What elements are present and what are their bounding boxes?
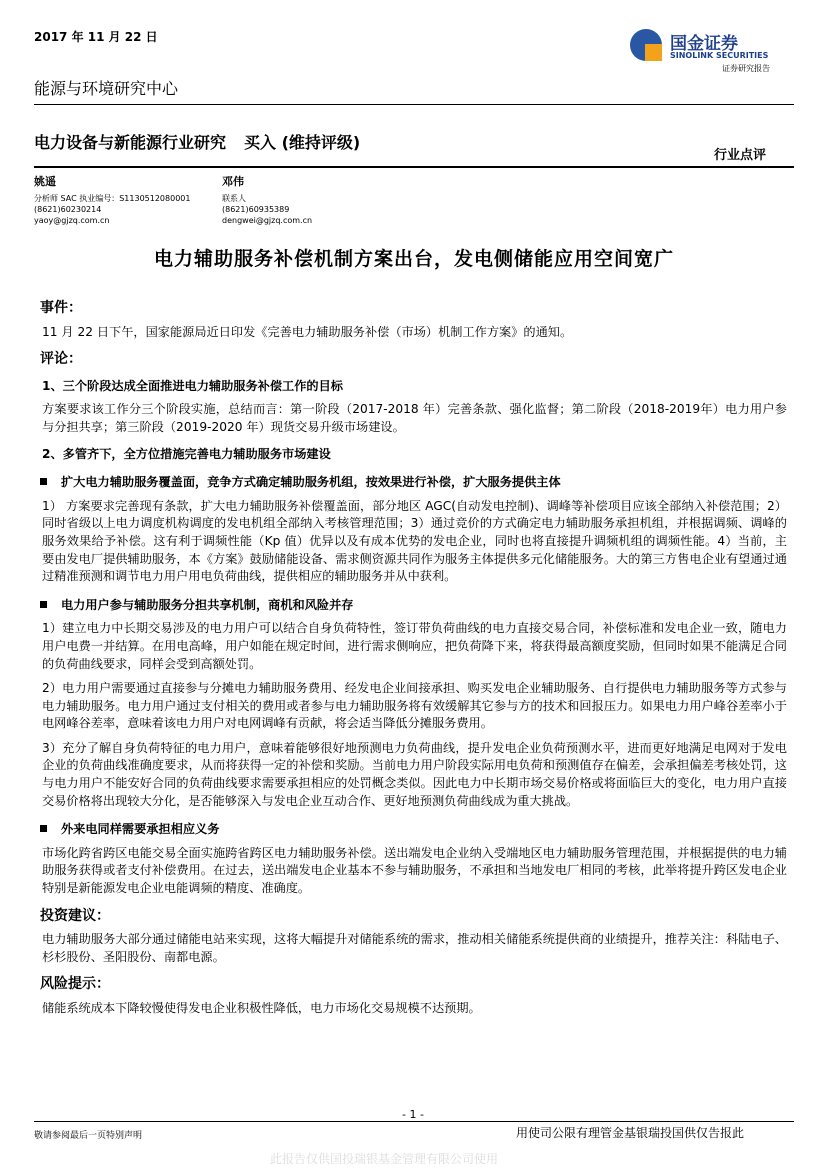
analyst-name: 姚遥 [34,175,56,188]
bullet-2-para-3: 3）充分了解自身负荷特征的电力用户，意味着能够很好地预测电力负荷曲线，提升发电企业负荷预测水平，进而更好地满足电网对于发电企业的负荷曲线准确度要求，从而将获得一定的补偿和奖励。当前电力用户阶段实际用电负荷和预测值存在偏差，会承担偏差考核处罚，这与电力用户不能安好合同的负荷曲线要求需要承担相应的处罚概念类似。因此电力中长期市场交易价格或将面临巨大的变化，电力用户直接交易价格将出现较大分化，是否能够深入与发电企业互动合作、更好地预测负荷曲线成为重大挑战。 [42,740,787,808]
event-heading: 事件： [40,300,82,316]
research-center: 能源与环境研究中心 [34,79,179,98]
analyst-block-1 [34,175,190,226]
logo-square-icon [645,44,662,61]
page-number: - 1 - [402,1108,424,1121]
bullet-heading-text: 电力用户参与辅助服务分担共享机制，商机和风险并存 [61,597,354,612]
bullet-heading-text: 外来电同样需要承担相应义务 [61,822,220,837]
company-logo [630,27,790,79]
analyst-cert: 分析师 SAC 执业编号：S1130512080001 [34,194,191,203]
event-text: 11 月 22 日下午，国家能源局近日印发《完善电力辅助服务补偿（市场）机制工作方案》的通知。 [42,324,573,339]
bullet-2-para-2: 2）电力用户需要通过直接参与分摊电力辅助服务费用、经发电企业间接承担、购买发电企业辅助服务、自行提供电力辅助服务等方式参与电力辅助服务。电力用户通过支付相关的费用或者参与电力辅助服务将有效缓解其它参与方的技术和回报压力。如果电力用户峰谷差率小于电网峰谷差率，意味着该电力用户对电网调峰有贡献，将会适当降低分摊服务费用。 [42,681,787,731]
report-title: 电力辅助服务补偿机制方案出台，发电侧储能应用空间宽广 [153,248,674,270]
invest-text: 电力辅助服务大部分通过储能电站来实现，这将大幅提升对储能系统的需求，推动相关储能系统提供商的业绩提升，推荐关注：科陆电子、杉杉股份、圣阳股份、南都电源。 [42,932,787,964]
rating: 买入 (维持评级) [244,133,361,152]
section-1-text: 方案要求该工作分三个阶段实施，总结而言：第一阶段（2017-2018 年）完善条款、强化监督；第二阶段（2018-2019年）电力用户参与分担共享；第三阶段（2019-2020 年）现货交易升级市场建设。 [42,402,787,434]
bullet-3-text: 市场化跨省跨区电能交易全面实施跨省跨区电力辅助服务补偿。送出端发电企业纳入受端地区电力辅助服务管理范围，并根据提供的电力辅助服务获得或者支付补偿费用。在过去，送出端发电企业基本不参与辅助服务，不承担和当地发电厂相同的考核，此举将提升跨区发电企业特别是新能源发电企业电能调频的精度、准确度。 [42,845,787,896]
bullet-square-icon [40,825,47,832]
analyst-role: 联系人 [222,194,246,203]
risk-text: 储能系统成本下降较慢使得发电企业积极性降低，电力市场化交易规模不达预期。 [42,1001,481,1015]
footer-disclaimer: 敬请参阅最后一页特别声明 [34,1131,143,1141]
logo-name-cn: 国金证券 [670,34,738,54]
footer-divider [34,1121,794,1122]
logo-name-en: SINOLINK SECURITIES [670,51,769,60]
risk-heading: 风险提示： [40,976,110,993]
analyst-email[interactable]: dengwei@gjzq.com.cn [222,216,313,225]
analyst-phone: (8621)60935389 [222,205,290,214]
bullet-heading-3 [40,821,787,839]
industry-heading [34,130,378,153]
logo-subtitle: 证券研究报告 [722,64,770,73]
analyst-email[interactable]: yaoy@gjzq.com.cn [34,216,110,225]
bullet-heading-2 [40,597,787,615]
footer-watermark: 此报告仅供国投瑞银基金管理有限公司使用 [270,1152,499,1166]
report-date: 2017 年 11 月 22 日 [34,30,158,44]
bullet-square-icon [40,601,47,608]
section-2-heading: 2、多管齐下，全方位措施完善电力辅助服务市场建设 [42,446,331,461]
analyst-block-2 [222,175,312,226]
analyst-phone: (8621)60230214 [34,205,102,214]
analyst-name: 邓伟 [222,175,244,188]
section-1-heading: 1、三个阶段达成全面推进电力辅助服务补偿工作的目标 [42,378,343,393]
bullet-1-text: 1） 方案要求完善现有条款，扩大电力辅助服务补偿覆盖面，部分地区 AGC(自动发电控制)、调峰等补偿项目应该全部纳入补偿范围；2）同时省级以上电力调度机构调度的发电机组全部纳入考核管理范围；3）通过竞价的方式确定电力辅助服务承担机组，并根据调频、调峰的服务效果给予补偿。这有利于调频性能（Kp 值）优异以及有成本优势的发电企业，同时也将直接提升调频机组的调频性能。4）当前，主要由发电厂提供辅助服务，本《方案》鼓励储能设备、需求侧资源共同作为服务主体提供多元化储能服务。大的第三方售电企业有望通过通过精准预测和调节电力用户用电负荷曲线，提供相应的辅助服务并从中获利。 [42,498,787,584]
report-type: 行业点评 [714,148,767,163]
review-heading: 评论： [40,351,82,368]
bullet-square-icon [40,478,47,485]
header-divider [34,104,794,105]
bullet-heading-1 [40,474,787,492]
footer-usage-note: 用使司公限有理管金基银瑞投国供仅告报此 [516,1126,745,1140]
title-divider [34,166,794,168]
bullet-2-para-1: 1）建立电力中长期交易涉及的电力用户可以结合自身负荷特性，签订带负荷曲线的电力直接交易合同，补偿标准和发电企业一致，随电力用户电费一并结算。在用电高峰，用户如能在规定时间，进行需求侧响应，把负荷降下来，将获得最高额度奖励，但同时如果不能满足合同的负荷曲线要求，同样会受到高额处罚。 [42,621,787,671]
report-body [42,290,787,1025]
industry-title: 电力设备与新能源行业研究 [34,133,227,152]
invest-heading: 投资建议： [40,907,110,924]
bullet-heading-text: 扩大电力辅助服务覆盖面，竞争方式确定辅助服务机组，按效果进行补偿，扩大服务提供主体 [61,475,561,490]
